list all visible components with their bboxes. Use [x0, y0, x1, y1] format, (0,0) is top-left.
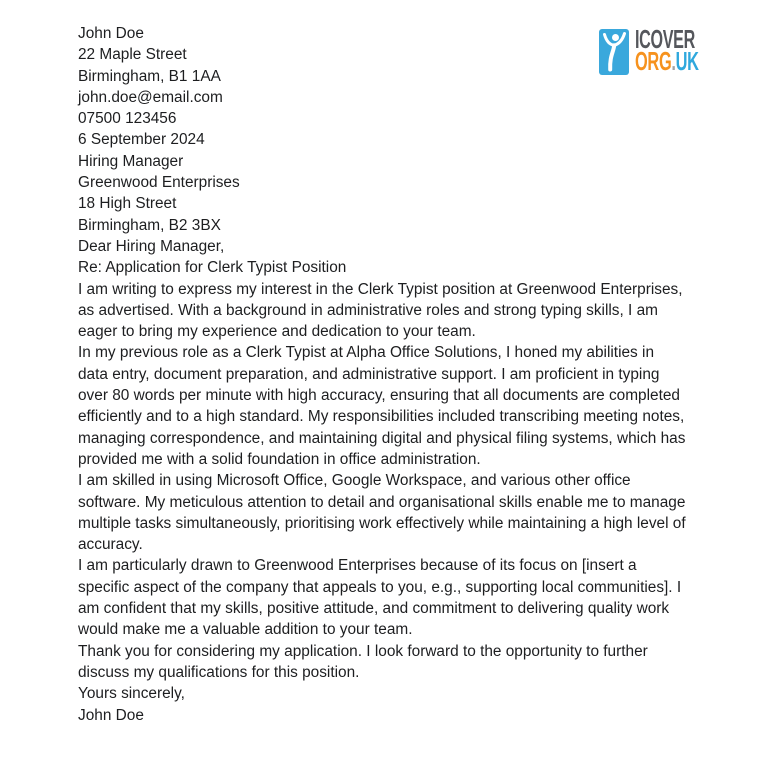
letter-line: 18 High Street [78, 195, 177, 213]
letter-line: john.doe@email.com [78, 88, 223, 106]
logo-dot-text: . [671, 46, 676, 76]
letter-line: accuracy. [78, 536, 143, 554]
cover-letter [78, 23, 718, 726]
letter-line: Birmingham, B2 3BX [78, 216, 221, 234]
letter-line: In my previous role as a Clerk Typist at Alpha Office Solutions, I honed my abilities in [78, 344, 655, 362]
letter-line: managing correspondence, and maintaining digital and physical filing systems, which has [78, 429, 686, 447]
logo-org-text: ORG [635, 46, 672, 76]
date-line: 6 September 2024 [78, 131, 205, 149]
letter-line: John Doe [78, 25, 144, 42]
closing-line: Yours sincerely, [78, 685, 185, 703]
letter-line: software. My meticulous attention to detail and organisational skills enable me to manage [78, 493, 686, 511]
letter-line: Hiring Manager [78, 152, 184, 170]
letter-body [78, 279, 718, 684]
sender-address-block [78, 23, 718, 129]
letter-line: I am particularly drawn to Greenwood Enterprises because of its focus on [insert a [78, 557, 637, 575]
letter-line: discuss my qualifications for this position. [78, 663, 360, 681]
letter-line: data entry, document preparation, and administrative support. I am proficient in typing [78, 365, 660, 383]
letter-line: Thank you for considering my application. I look forward to the opportunity to further [78, 642, 648, 660]
letter-line: multiple tasks simultaneously, prioritising work effectively while maintaining a high level of [78, 514, 686, 532]
letter-line: 22 Maple Street [78, 46, 187, 64]
logo-uk-text: UK [675, 46, 699, 76]
letter-line: as advertised. With a background in administrative roles and strong typing skills, I am [78, 301, 658, 319]
salutation-line: Dear Hiring Manager, [78, 237, 225, 255]
letter-line: specific aspect of the company that appeals to you, e.g., supporting local communities]. I [78, 578, 682, 596]
letter-line: Greenwood Enterprises [78, 174, 240, 192]
letter-line: over 80 words per minute with high accuracy, ensuring that all documents are completed [78, 387, 680, 405]
signature-line: John Doe [78, 706, 144, 724]
subject-line: Re: Application for Clerk Typist Position [78, 259, 347, 277]
letter-line: I am skilled in using Microsoft Office, Google Workspace, and various other office [78, 472, 631, 490]
letter-line: am confident that my skills, positive attitude, and commitment to delivering quality work [78, 600, 670, 618]
letter-line: eager to bring my experience and dedication to your team. [78, 323, 476, 341]
logo-word-icover: ICOVER [635, 24, 695, 54]
letter-line: Birmingham, B1 1AA [78, 67, 221, 85]
letter-line: provided me with a solid foundation in office administration. [78, 450, 481, 468]
letter-line: would make me a valuable addition to your team. [78, 621, 413, 639]
letter-line: I am writing to express my interest in the Clerk Typist position at Greenwood Enterprises, [78, 280, 683, 298]
recipient-address-block [78, 151, 718, 236]
letter-line: efficiently and to a high standard. My responsibilities included transcribing meeting notes, [78, 408, 685, 426]
letter-line: 07500 123456 [78, 110, 177, 128]
